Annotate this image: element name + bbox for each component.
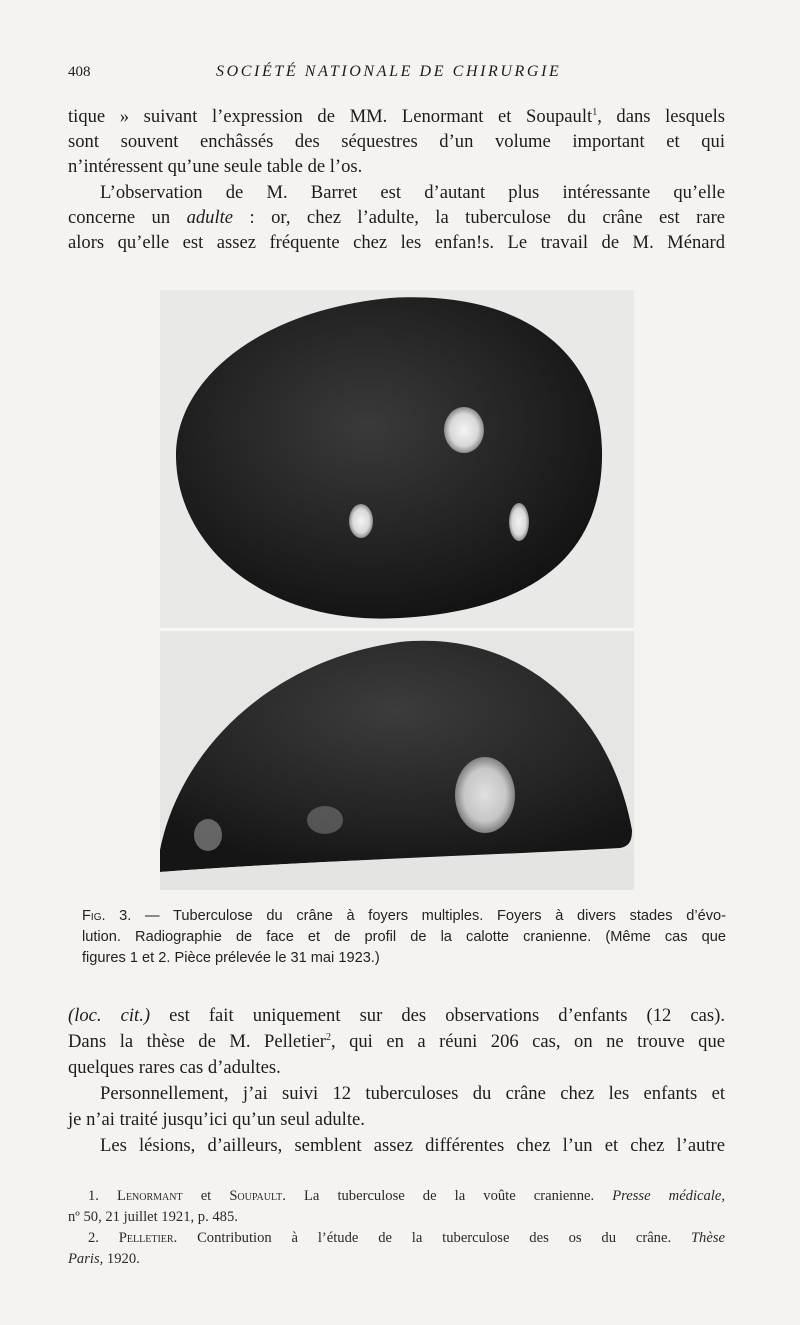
text-line: Dans la thèse de M. Pelletier$^2$, qui en a réuni 206 cas, on ne trouve que xyxy=(68,1031,725,1052)
footnote-ref-1[interactable]: 1 xyxy=(592,106,598,118)
bottom-paragraph xyxy=(68,1003,725,1159)
lesion-focus xyxy=(194,819,222,851)
text-line: tique » suivant l’expression de MM. Lenormant et Soupault$^1$, dans lesquels xyxy=(68,106,726,127)
text-line: sont souvent enchâssés des séquestres d’un volume important et qui xyxy=(68,131,725,152)
lesion-focus xyxy=(455,757,515,833)
running-title: SOCIÉTÉ NATIONALE DE CHIRURGIE xyxy=(216,63,562,80)
footnote-2: 2. Pelletier. Contribution à l’étude de la tuberculose des os du crâne. Thèse xyxy=(88,1230,725,1246)
radiograph-image xyxy=(160,290,634,890)
text-line: n’intéressent qu’une seule table de l’os. xyxy=(68,156,363,177)
lesion-focus xyxy=(509,503,529,541)
figure-caption: Fig. 3. — Tuberculose du crâne à foyers multiples. Foyers à divers stades d’évo- lution. Radiographie de face et de profil de la calotte cranienne. (Même cas que figures 1 et 2. Pièce prélevée le 31 mai 1923.) xyxy=(82,906,726,969)
lesion-focus xyxy=(444,407,484,453)
text-line: alors qu’elle est assez fréquente chez les enfan!s. Le travail de M. Ménard xyxy=(68,232,725,253)
top-paragraph xyxy=(68,104,725,179)
plate-divider xyxy=(160,628,634,631)
lesion-focus xyxy=(349,504,373,538)
figure-label: Fig. 3. xyxy=(82,908,132,924)
lesion-focus xyxy=(307,806,343,834)
text-line: je n’ai traité jusqu’ici qu’un seul adulte. xyxy=(68,1109,365,1130)
caption-line: figures 1 et 2. Pièce prélevée le 31 mai 1923.) xyxy=(82,950,380,966)
text-line: L’observation de M. Barret est d’autant plus intéressante qu’elle xyxy=(100,182,725,203)
text-line: quelques rares cas d’adultes. xyxy=(68,1057,281,1078)
footnote-1-cont: nº 50, 21 juillet 1921, p. 485. xyxy=(68,1209,238,1225)
second-paragraph xyxy=(68,180,725,255)
text-line: Personnellement, j’ai suivi 12 tuberculoses du crâne chez les enfants et xyxy=(100,1083,725,1104)
footnote-ref-2[interactable]: 2 xyxy=(325,1031,331,1043)
footnotes xyxy=(68,1186,725,1270)
radiograph-figure xyxy=(160,290,634,890)
text-line: Les lésions, d’ailleurs, semblent assez différentes chez l’un et chez l’autre xyxy=(100,1135,725,1156)
footnote-1: 1. Lenormant et Soupault. La tuberculose de la voûte cranienne. Presse médicale, xyxy=(88,1188,725,1204)
page-number: 408 xyxy=(68,64,91,80)
text-line: (loc. cit.) est fait uniquement sur des observations d’enfants (12 cas). xyxy=(68,1005,725,1026)
page-header xyxy=(68,60,725,88)
text-line: concerne un adulte : or, chez l’adulte, la tuberculose du crâne est rare xyxy=(68,207,726,228)
footnote-2-cont: Paris, 1920. xyxy=(68,1251,140,1267)
caption-line: lution. Radiographie de face et de profil de la calotte cranienne. (Même cas que xyxy=(82,929,726,945)
